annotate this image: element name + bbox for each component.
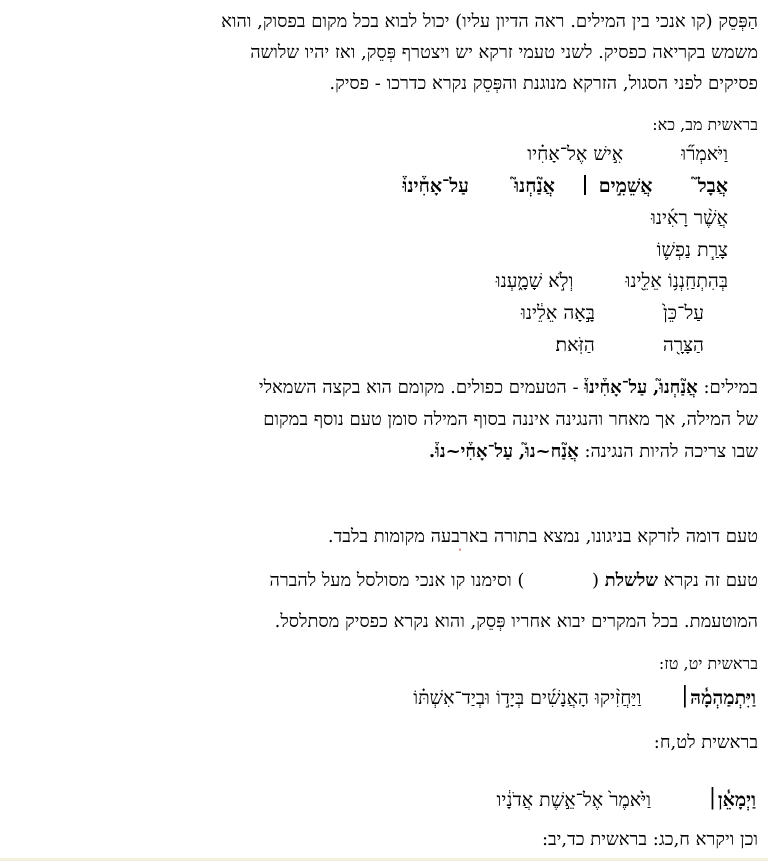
source-reference-bereshit-19-16: בראשית יט, טז:: [658, 654, 758, 673]
example-word: עַל־אָחִ֒י~נוּ֒.: [428, 441, 514, 462]
paragraph-double-accents-line-3: [429, 440, 758, 464]
example-word: אֲנַ֘חְנוּ֮,: [652, 377, 698, 398]
verse-word: וַיֹּ֙אמֶר֙ אֶל־אֵ֣שֶׁת אֲדֹנָ֔יו: [496, 789, 652, 811]
example-word: עַל־אָחִ֒ינוּ֒: [584, 377, 648, 398]
verse-word: וַיְמָאֵ֓ן׀: [707, 789, 756, 811]
paragraph-shalshelet-line-1: [269, 569, 758, 593]
source-reference-bereshit-39-8: בראשית לט,ח:: [653, 732, 758, 753]
additional-references: וכן ויקרא ח,כג: בראשית כד,יב:: [541, 829, 758, 850]
verse-word: בְּהִתְחַֽנְנ֥וֹ אֵלֵ֖ינוּ: [625, 270, 728, 292]
verse-word: וַיִּתְמַהְמָ֓הּ׀: [679, 687, 756, 709]
verse-word: וַיַּחֲזִ֨יקוּ הָאֲנָשִׁ֜ים בְּיָד֣וֹ וּבְיַד־אִשְׁתּ֗וֹ: [413, 687, 642, 709]
source-reference-bereshit-42-21: בראשית מב, כא:: [652, 115, 758, 134]
verse-shalshelet-example-2: [497, 788, 756, 812]
verse-word: וַיֹּאמְר֞וּ: [681, 143, 728, 165]
example-word: אֲנַ֘ח~נוּ֮,: [518, 441, 579, 462]
verse-word: הַצָּרָ֖ה: [662, 334, 704, 356]
pasek-bar: [584, 175, 586, 195]
text-fragment: טעם זה נקרא: [663, 570, 758, 591]
verse-word: בָּ֣אָה אֵלֵ֔ינוּ: [521, 302, 595, 324]
paragraph-double-accents-line-1: [259, 376, 758, 400]
verse-word: וְלֹ֣א שָׁמָ֑עְנוּ: [495, 270, 574, 292]
paragraph-shalshelet-line-2: המוטעמת. בכל המקרים יבוא אחריו פְּסֵק, והוא נקרא כפסיק מסתלסל.: [274, 611, 758, 632]
paragraph-double-accents-line-2: של המילה, אך מאחר והנגינה איננה בסוף המילה סומן טעם נוסף במקום: [263, 409, 758, 430]
term-shalshelet: שלשלת: [604, 570, 659, 591]
text-fragment: - הטעמים כפולים. מקומם הוא בקצה השמאלי: [258, 377, 579, 398]
verse-word: אֲבָל֮: [697, 175, 728, 197]
verse-word: אִ֣ישׁ אֶל־אָחִ֗יו: [527, 143, 624, 165]
paragraph-pasek-line-2: משמש בקריאה כפסיק. לשני טעמי זרקא יש ויצטרף פְּסֵק, ואז יהיו שלושה: [250, 42, 758, 63]
verse-shalshelet-example-1: [413, 686, 756, 710]
verse-word: הַזֹּֽאת׃: [555, 334, 595, 356]
verse-line-2: [403, 174, 728, 198]
paragraph-shalshelet-intro: טעם דומה לזרקא בניגונו, נמצא בתורה בארבעה מקומות בלבד.: [327, 526, 758, 547]
verse-line-4: צָרַ֧ת נַפְשׁ֛וֹ: [656, 239, 728, 261]
text-fragment: שבו צריכה להיות הנגינה:: [584, 441, 758, 462]
paragraph-pasek-line-3: פסיקים לפני הסגול, הזרקא מנוגנת והפְּסֵק נקרא כדרכו - פסיק.: [329, 73, 758, 94]
verse-word: אֲנַ֘חְנוּ֮: [514, 175, 555, 197]
verse-line-1: [527, 142, 728, 166]
verse-line-7: [556, 333, 704, 357]
text-fragment: (: [591, 570, 599, 591]
paragraph-pasek-line-1: הַפְּסֵק (קו אנכי בין המילים. ראה הדיון עליו) יכול לבוא בכל מקום בפסוק, והוא: [221, 11, 758, 32]
verse-word: עַל־אָחִ֒ינוּ֒: [402, 175, 469, 197]
verse-line-5: [496, 269, 728, 293]
text-fragment: במילים:: [703, 377, 758, 398]
verse-line-6: [521, 301, 704, 325]
verse-line-3: אֲשֶׁ֨ר רָאִ֜ינוּ: [651, 207, 728, 229]
text-fragment: ) וסימנו קו אנכי מסולסל מעל להברה: [269, 570, 525, 591]
verse-word: עַל־כֵּן֙: [662, 302, 704, 324]
verse-word: אֲשֵׁמִ֣ים: [598, 175, 653, 197]
